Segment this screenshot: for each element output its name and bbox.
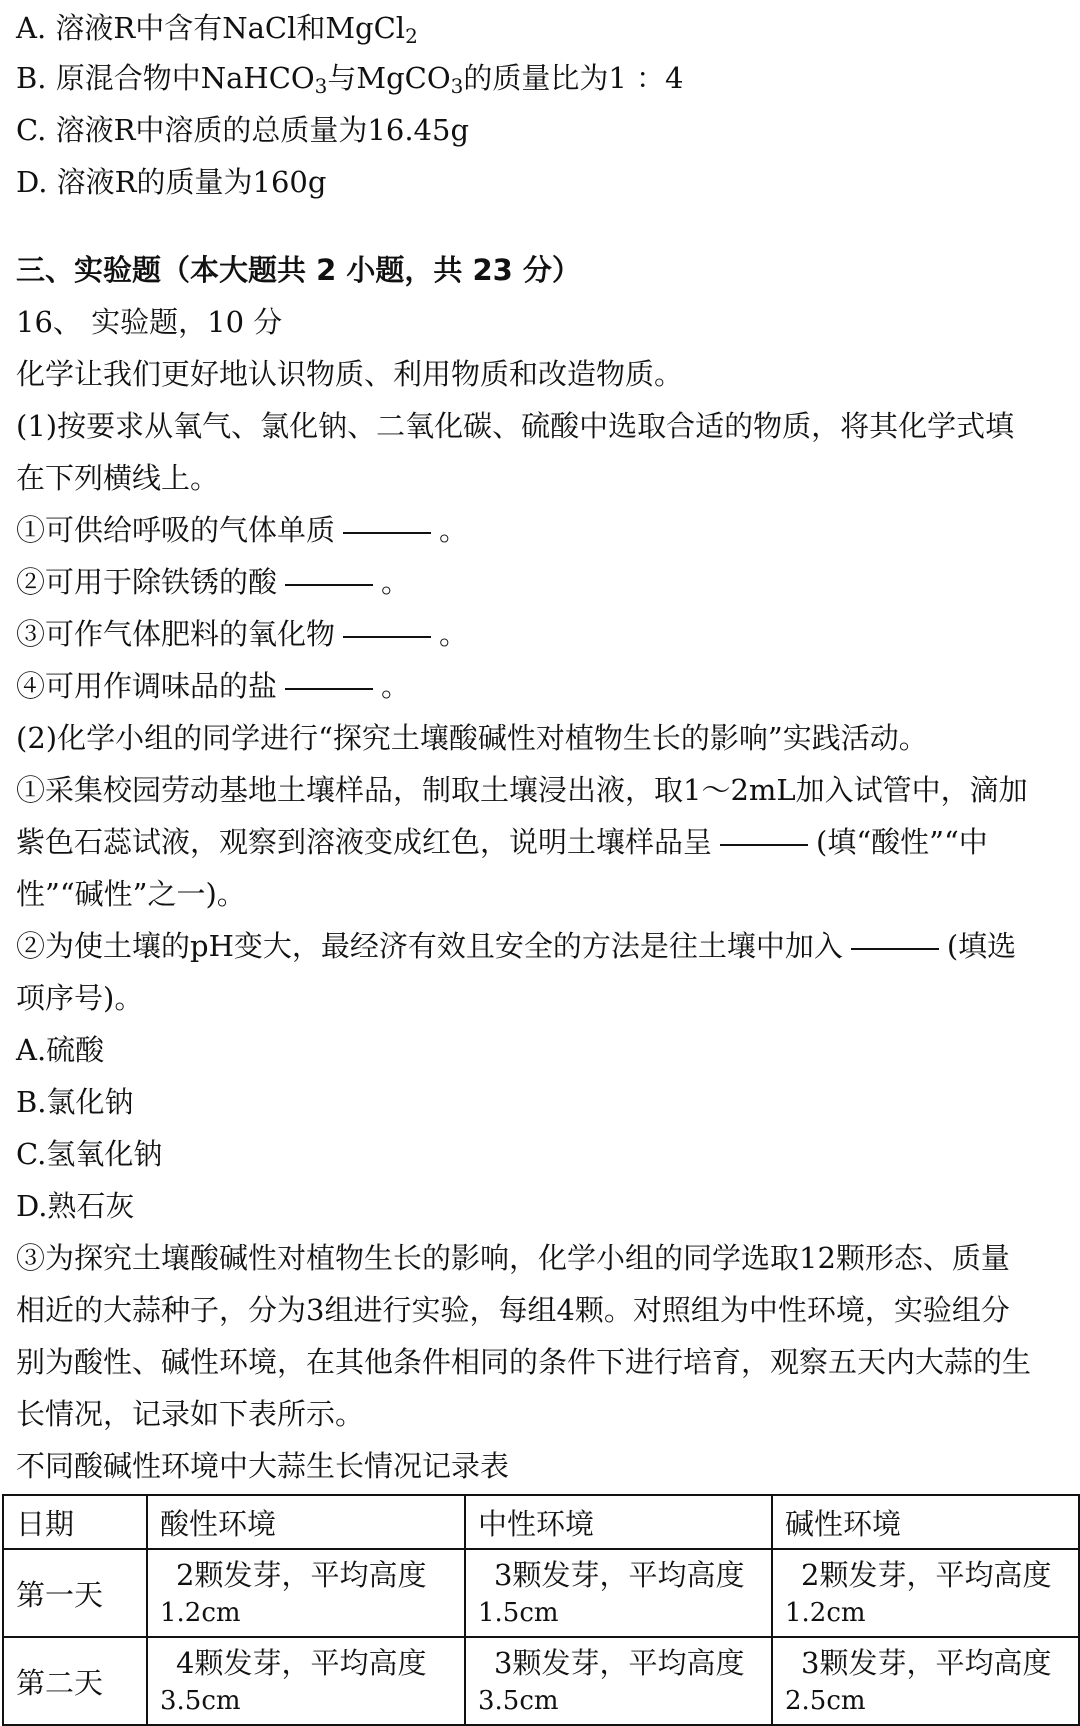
question-header: 16、 实验题，10 分	[16, 305, 283, 339]
cell-text: 3颗发芽，平均高度	[494, 1646, 745, 1680]
option-text: 溶液R中溶质的总质量为16.45g	[55, 113, 470, 147]
option-letter: C.	[16, 113, 47, 147]
fill-item-3	[16, 608, 468, 660]
cell-value: 1.2cm	[160, 1598, 241, 1628]
option-c	[16, 104, 469, 156]
option-text: 原混合物中NaHCO	[55, 61, 315, 95]
row-day: 第一天	[3, 1549, 147, 1637]
line-text: ②为使土壤的pH变大，最经济有效且安全的方法是往土壤中加入	[16, 929, 843, 963]
cell-text: 2颗发芽，平均高度	[176, 1558, 427, 1592]
fill-item-1	[16, 504, 468, 556]
answer-blank[interactable]	[285, 686, 373, 690]
cell-value: 3.5cm	[160, 1686, 241, 1716]
option-text: 与MgCO	[327, 61, 451, 95]
part2-3-line2: 相近的大蒜种子，分为3组进行实验，每组4颗。对照组为中性环境，实验组分	[16, 1293, 1010, 1327]
row-day: 第二天	[3, 1637, 147, 1725]
option-text: 溶液R中含有NaCl和MgCl	[55, 11, 406, 45]
line-text: 紫色石蕊试液，观察到溶液变成红色，说明土壤样品呈	[16, 825, 713, 859]
answer-blank[interactable]	[720, 842, 808, 846]
fill-text: ④可用作调味品的盐	[16, 669, 278, 703]
choice-b: B.氯化钠	[16, 1085, 134, 1119]
part2-1-line1: ①采集校园劳动基地土壤样品，制取土壤浸出液，取1～2mL加入试管中，滴加	[16, 773, 1028, 807]
cell-text: 2颗发芽，平均高度	[801, 1558, 1052, 1592]
fill-end: 。	[439, 513, 469, 547]
table-row	[3, 1549, 1079, 1637]
option-b	[16, 52, 684, 104]
answer-blank[interactable]	[343, 634, 431, 638]
fill-item-2	[16, 556, 410, 608]
table-header-row	[3, 1495, 1079, 1549]
option-a	[16, 2, 418, 54]
choice-d: D.熟石灰	[16, 1189, 135, 1223]
header-acid: 酸性环境	[147, 1495, 465, 1549]
option-letter: A.	[16, 11, 47, 45]
option-d	[16, 156, 326, 208]
section-title: 三、实验题（本大题共 2 小题，共 23 分）	[16, 253, 581, 287]
part2-3-line1: ③为探究土壤酸碱性对植物生长的影响，化学小组的同学选取12颗形态、质量	[16, 1241, 1010, 1275]
answer-blank[interactable]	[285, 582, 373, 586]
answer-blank[interactable]	[343, 530, 431, 534]
subscript: 3	[314, 74, 328, 98]
fill-end: 。	[439, 617, 469, 651]
fill-text: ②可用于除铁锈的酸	[16, 565, 278, 599]
line-text: (填“酸性”“中	[816, 825, 988, 859]
neutral-cell	[465, 1549, 772, 1637]
cell-value: 1.5cm	[478, 1598, 559, 1628]
table-row	[3, 1637, 1079, 1725]
cell-value: 3.5cm	[478, 1686, 559, 1716]
question-intro: 化学让我们更好地认识物质、利用物质和改造物质。	[16, 357, 684, 391]
fill-end: 。	[381, 669, 411, 703]
option-text: 溶液R的质量为160g	[56, 165, 327, 199]
fill-text: ①可供给呼吸的气体单质	[16, 513, 336, 547]
part2-1-line3: 性”“碱性”之一)。	[16, 877, 246, 911]
base-cell	[772, 1549, 1079, 1637]
option-letter: B.	[16, 61, 47, 95]
answer-blank[interactable]	[851, 946, 939, 950]
header-neutral: 中性环境	[465, 1495, 772, 1549]
cell-value: 2.5cm	[785, 1686, 866, 1716]
growth-table	[2, 1494, 1080, 1726]
acid-cell	[147, 1637, 465, 1725]
part1-line2: 在下列横线上。	[16, 461, 220, 495]
cell-value: 1.2cm	[785, 1598, 866, 1628]
fill-item-4	[16, 660, 410, 712]
part2-3-line3: 别为酸性、碱性环境，在其他条件相同的条件下进行培育，观察五天内大蒜的生	[16, 1345, 1032, 1379]
subscript: 2	[405, 24, 418, 48]
part2-2-line2: 项序号)。	[16, 981, 144, 1015]
table-caption: 不同酸碱性环境中大蒜生长情况记录表	[16, 1449, 510, 1483]
fill-text: ③可作气体肥料的氧化物	[16, 617, 336, 651]
option-letter: D.	[16, 165, 48, 199]
part1-line1: (1)按要求从氧气、氯化钠、二氧化碳、硫酸中选取合适的物质，将其化学式填	[16, 409, 1015, 443]
cell-text: 3颗发芽，平均高度	[494, 1558, 745, 1592]
neutral-cell	[465, 1637, 772, 1725]
subscript: 3	[450, 74, 464, 98]
acid-cell	[147, 1549, 465, 1637]
choice-c: C.氢氧化钠	[16, 1137, 163, 1171]
fill-end: 。	[381, 565, 411, 599]
base-cell	[772, 1637, 1079, 1725]
part2-intro: (2)化学小组的同学进行“探究土壤酸碱性对植物生长的影响”实践活动。	[16, 721, 928, 755]
header-date: 日期	[3, 1495, 147, 1549]
cell-text: 3颗发芽，平均高度	[801, 1646, 1052, 1680]
choice-a: A.硫酸	[16, 1033, 105, 1067]
line-text: (填选	[946, 929, 1017, 963]
part2-1-line2	[16, 816, 988, 868]
cell-text: 4颗发芽，平均高度	[176, 1646, 427, 1680]
option-text: 的质量比为1 ：4	[463, 61, 684, 95]
part2-3-line4: 长情况，记录如下表所示。	[16, 1397, 365, 1431]
header-base: 碱性环境	[772, 1495, 1079, 1549]
part2-2-line1	[16, 920, 1016, 972]
